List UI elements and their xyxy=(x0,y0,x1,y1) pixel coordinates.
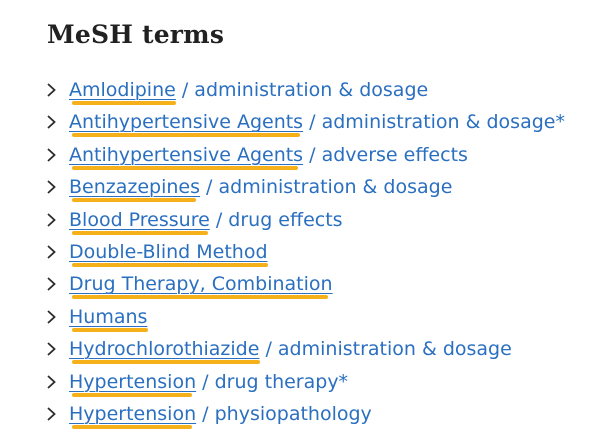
chevron-right-icon xyxy=(46,244,57,260)
section-heading: MeSH terms xyxy=(47,20,225,49)
mesh-term-qualifier: / drug therapy* xyxy=(196,370,349,393)
mesh-term-qualifier: / administration & dosage* xyxy=(303,111,565,134)
chevron-right-icon xyxy=(46,309,57,325)
mesh-term-text xyxy=(69,109,565,135)
mesh-term-qualifier: / administration & dosage xyxy=(259,338,512,361)
mesh-term-qualifier: / drug effects xyxy=(209,208,343,231)
mesh-term-qualifier: / physiopathology xyxy=(196,402,372,425)
mesh-term-link[interactable]: Blood Pressure xyxy=(69,208,210,231)
mesh-term-qualifier: / administration & dosage xyxy=(175,79,429,101)
mesh-term-text xyxy=(69,401,372,427)
mesh-term-text xyxy=(69,77,428,103)
chevron-right-icon xyxy=(46,276,57,292)
mesh-term-qualifier: / adverse effects xyxy=(303,143,468,166)
mesh-term-text xyxy=(69,174,452,200)
mesh-term-text xyxy=(69,369,348,395)
mesh-term-link[interactable]: Humans xyxy=(69,305,148,328)
chevron-right-icon xyxy=(46,212,57,228)
chevron-right-icon xyxy=(46,147,57,163)
mesh-term-link[interactable]: Amlodipine xyxy=(69,79,176,101)
mesh-term-qualifier: / administration & dosage xyxy=(200,176,453,199)
mesh-term-text xyxy=(69,304,147,330)
mesh-term-text xyxy=(69,142,468,168)
mesh-term-link[interactable]: Double-Blind Method xyxy=(69,240,268,263)
mesh-term-link[interactable]: Hypertension xyxy=(69,370,197,393)
mesh-term-link[interactable]: Benzazepines xyxy=(69,176,201,199)
mesh-term-link[interactable]: Hypertension xyxy=(69,402,197,425)
mesh-term-text xyxy=(69,336,512,362)
mesh-term-link[interactable]: Antihypertensive Agents xyxy=(69,143,304,166)
chevron-right-icon xyxy=(46,374,57,390)
chevron-right-icon xyxy=(46,179,57,195)
chevron-right-icon xyxy=(46,82,57,98)
chevron-right-icon xyxy=(46,341,57,357)
chevron-right-icon xyxy=(46,406,57,422)
mesh-term-link[interactable]: Hydrochlorothiazide xyxy=(69,338,260,361)
mesh-term-text xyxy=(69,207,343,233)
mesh-term-link[interactable]: Antihypertensive Agents xyxy=(69,111,304,134)
mesh-term-text xyxy=(69,271,333,297)
mesh-term-text xyxy=(69,239,268,265)
chevron-right-icon xyxy=(46,114,57,130)
mesh-term-link[interactable]: Drug Therapy, Combination xyxy=(69,273,333,296)
